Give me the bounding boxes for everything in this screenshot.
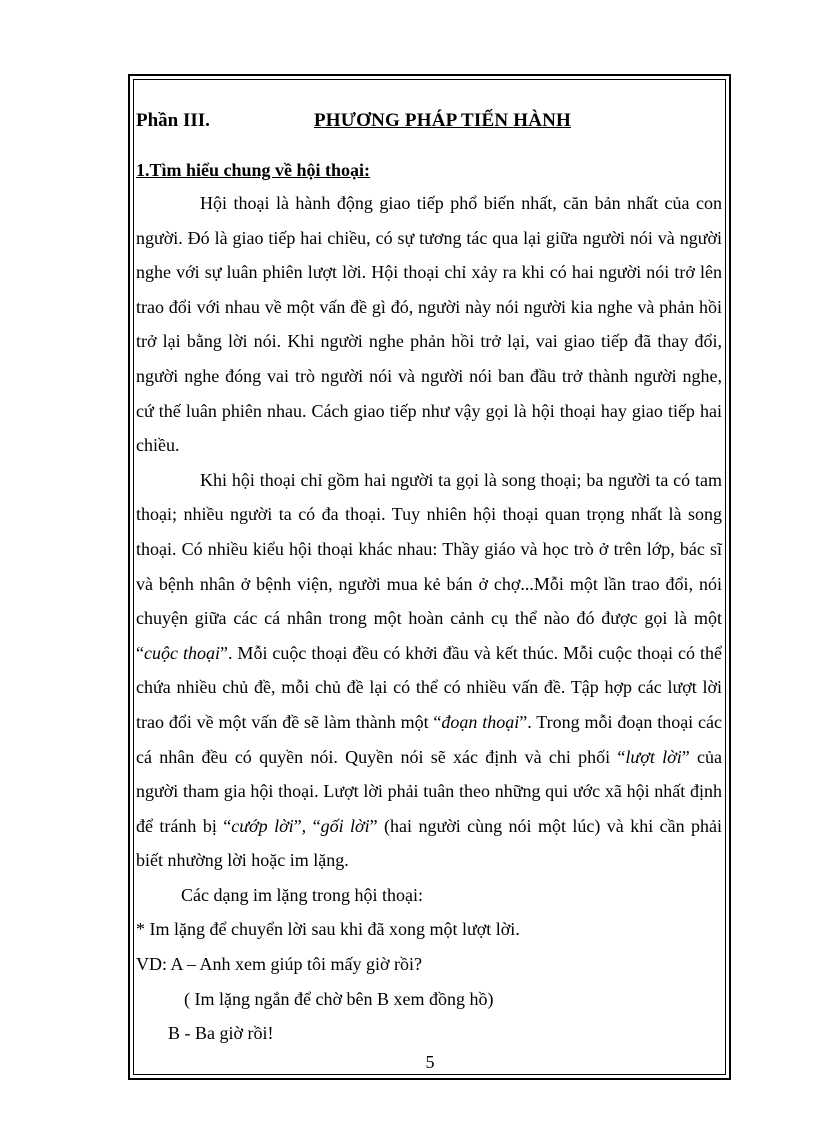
term-cuop-loi: cướp lời xyxy=(231,815,294,836)
bullet-silence-transfer: * Im lặng để chuyển lời sau khi đã xong một lượt lời. xyxy=(136,919,520,940)
paragraph2-text-4: ” của người tham gia hội thoại. Lượt lời phải tuân theo những qui ước xã hội nhất định để tránh bị “ xyxy=(136,746,722,836)
page-number: 5 xyxy=(425,1052,435,1072)
silence-intro: Các dạng im lặng trong hội thoại: xyxy=(181,884,423,905)
term-cuoc-thoai: cuộc thoại xyxy=(144,642,220,663)
paragraph2-text-6: ” (hai người cùng nói một lúc) và khi cần phải biết nhường lời hoặc im lặng. xyxy=(136,815,723,871)
paragraph-dialogue-definition: Hội thoại là hành động giao tiếp phổ biến nhất, căn bản nhất của con người. Đó là giao tiếp hai chiều, có sự tương tác qua lại giữa người nói và người nghe với sự luân phiên lượt lời. Hội thoại chỉ xảy ra khi có hai người nói trở lên trao đổi với nhau về một vấn đề gì đó, người này nói người kia nghe và phản hồi trở lại bằng lời nói. Khi người nghe phản hồi trở lại, vai giao tiếp đã thay đổi, người nghe đóng vai trò người nói và người nói ban đầu trở thành người nghe, cứ thế luân phiên nhau. Cách giao tiếp như vậy gọi là hội thoại hay giao tiếp hai chiều. xyxy=(136,193,722,456)
term-luot-loi: lượt lời xyxy=(625,746,682,767)
example-line: VD: A – Anh xem giúp tôi mấy giờ rồi? xyxy=(136,954,423,975)
part-label: Phần III. xyxy=(136,110,210,131)
example-reply: B - Ba giờ rồi! xyxy=(168,1023,274,1044)
part-header xyxy=(136,100,722,142)
part-title: PHƯƠNG PHÁP TIẾN HÀNH xyxy=(314,110,572,131)
term-doan-thoai: đoạn thoại xyxy=(441,711,520,732)
paragraph2-text-5: ”, “ xyxy=(293,815,321,836)
paragraph2-text-2: ”. Mỗi cuộc thoại đều có khởi đầu và kết thúc. Mỗi cuộc thoại có thể chứa nhiều chủ đề, mỗi chủ đề lại có thể có nhiều vấn đề. Tập hợp các lượt lời trao đổi về một vấn đề sẽ làm thành một “ xyxy=(136,642,722,732)
paragraph2-text-3: ”. Trong mỗi đoạn thoại các cá nhân đều có quyền nói. Quyền nói sẽ xác định và chi phối “ xyxy=(136,711,722,767)
example-note: ( Im lặng ngắn để chờ bên B xem đồng hồ) xyxy=(184,988,494,1009)
document-body xyxy=(136,100,722,1051)
paragraph-dialogue-types xyxy=(136,463,722,878)
term-goi-loi: gối lời xyxy=(320,815,370,836)
paragraph2-text-1: Khi hội thoại chỉ gồm hai người ta gọi là song thoại; ba người ta có tam thoại; nhiều người ta có đa thoại. Tuy nhiên hội thoại quan trọng nhất là song thoại. Có nhiều kiểu hội thoại khác nhau: Thầy giáo và học trò ở trên lớp, bác sĩ và bệnh nhân ở bệnh viện, người mua kẻ bán ở chợ...Mỗi một lần trao đổi, nói chuyện giữa các cá nhân trong một hoàn cảnh cụ thể nào đó được gọi là một “ xyxy=(136,469,722,663)
section-heading: 1.Tìm hiểu chung về hội thoại: xyxy=(136,160,371,180)
